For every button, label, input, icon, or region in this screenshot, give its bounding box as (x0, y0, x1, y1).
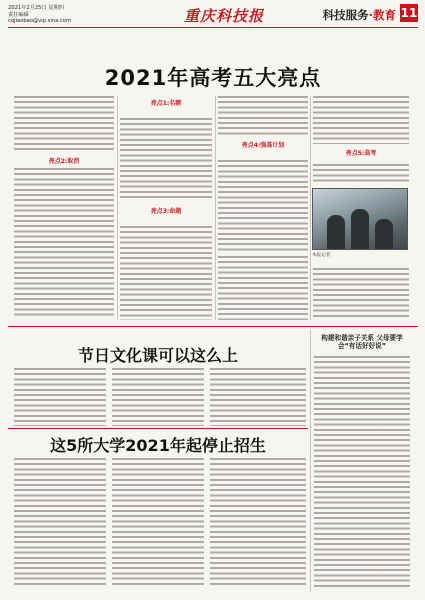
photo-person (327, 215, 345, 249)
section-rule (8, 428, 308, 429)
column-divider (117, 96, 118, 320)
section-title: 科技服务·教育 (322, 8, 396, 22)
intro-text (14, 96, 114, 152)
main-col-3c (218, 256, 308, 320)
section-title-accent: 教育 (373, 8, 396, 22)
main-col-1 (14, 168, 114, 318)
photo-person (351, 209, 369, 249)
main-col-4a (313, 96, 409, 144)
masthead-meta (8, 5, 71, 25)
parenting-body (314, 356, 410, 588)
page-number-badge: 11 (400, 6, 418, 20)
main-subhead-3: 亮点4:强基计划 (241, 142, 285, 149)
admissions-col-2 (112, 458, 204, 588)
main-subhead-1: 亮点2:取消 (48, 158, 80, 165)
main-col-3b (218, 160, 308, 252)
main-subhead-2: 亮点3:命题 (150, 208, 182, 215)
masthead-rule (8, 27, 418, 28)
main-subhead-0: 亮点1:名额 (150, 100, 182, 107)
main-subhead-4: 亮点5:高考 (345, 150, 377, 157)
main-headline: 2021年高考五大亮点 (104, 66, 322, 90)
contact-email: cqjiaobao@vip.sina.com (8, 18, 72, 25)
main-col-3a (218, 96, 308, 136)
photo-caption: 本报记者 (312, 253, 331, 258)
main-col-4c (313, 268, 409, 320)
admissions-headline: 这5所大学2021年起停止招生 (50, 436, 266, 455)
festival-col-3 (210, 368, 306, 426)
news-photo (312, 188, 408, 250)
admissions-col-1 (14, 458, 106, 588)
festival-col-2 (112, 368, 204, 426)
section-rule (8, 326, 418, 327)
newspaper-logo: 重庆科技报 (184, 7, 265, 25)
column-divider (310, 96, 311, 320)
column-divider (215, 96, 216, 320)
main-col-2b (120, 226, 212, 320)
admissions-col-3 (210, 458, 306, 588)
main-col-4b (313, 164, 409, 184)
festival-headline: 节日文化课可以这么上 (77, 346, 238, 365)
issue-date: 2021年2月25日 星期四 (8, 5, 64, 11)
column-divider (310, 330, 311, 592)
festival-col-1 (14, 368, 106, 426)
main-col-2a (120, 118, 212, 200)
photo-person (375, 219, 393, 249)
masthead (8, 4, 418, 26)
parenting-headline: 构建和谐亲子关系 父母要学会“有话好好说” (321, 334, 403, 350)
editor-line: 责任编辑 (8, 11, 29, 18)
section-title-main: 科技服务 (322, 8, 369, 22)
